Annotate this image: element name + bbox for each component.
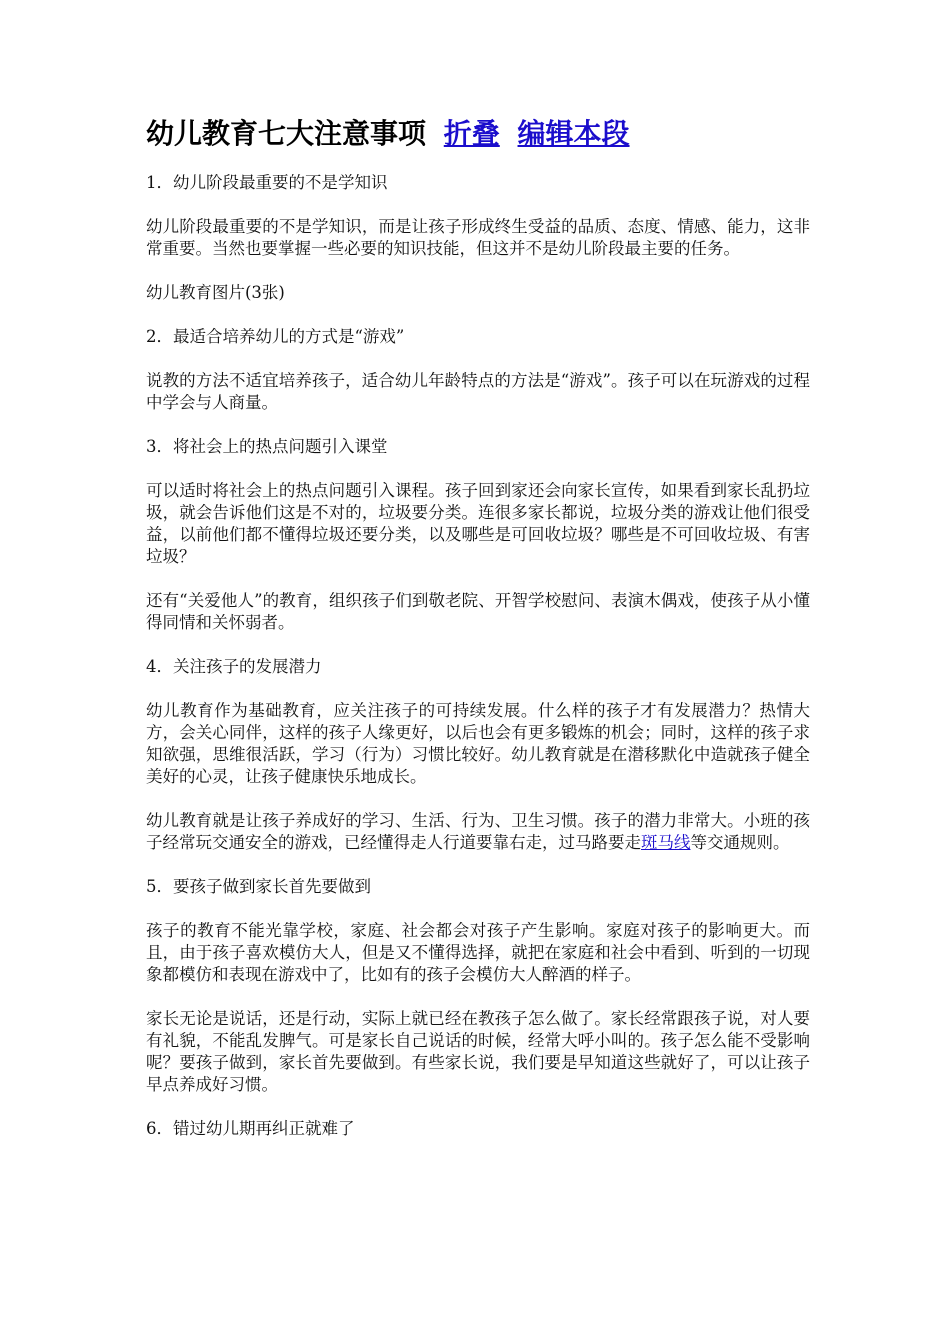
point-heading-2: 2．最适合培养幼儿的方式是“游戏”	[146, 327, 405, 346]
point-heading-6: 6．错过幼儿期再纠正就难了	[146, 1119, 355, 1138]
point-heading-5: 5．要孩子做到家长首先要做到	[146, 877, 371, 896]
paragraph-4a: 幼儿教育作为基础教育，应关注孩子的可持续发展。什么样的孩子才有发展潜力？热情大方，会关心同伴，这样的孩子人缘更好，以后也会有更多锻炼的机会；同时，这样的孩子求知欲强，思维很活跃，学习（行为）习惯比较好。幼儿教育就是在潜移默化中造就孩子健全美好的心灵，让孩子健康快乐地成长。	[146, 701, 810, 786]
paragraph-5b: 家长无论是说话，还是行动，实际上就已经在教孩子怎么做了。家长经常跟孩子说，对人要有礼貌，不能乱发脾气。可是家长自己说话的时候，经常大呼小叫的。孩子怎么能不受影响呢？要孩子做到，家长首先要做到。有些家长说，我们要是早知道这些就好了，可以让孩子早点养成好习惯。	[146, 1009, 810, 1094]
section-title-text: 幼儿教育七大注意事项	[146, 117, 427, 150]
paragraph-1: 幼儿阶段最重要的不是学知识，而是让孩子形成终生受益的品质、态度、情感、能力，这非常重要。当然也要掌握一些必要的知识技能，但这并不是幼儿阶段最主要的任务。	[146, 217, 810, 258]
zebra-crossing-link[interactable]: 斑马线	[641, 833, 691, 852]
paragraph-2: 说教的方法不适宜培养孩子，适合幼儿年龄特点的方法是“游戏”。孩子可以在玩游戏的过程中学会与人商量。	[146, 371, 810, 412]
point-heading-3: 3．将社会上的热点问题引入课堂	[146, 437, 388, 456]
paragraph-4b-text-after: 等交通规则。	[690, 833, 790, 852]
paragraph-4b	[146, 810, 810, 854]
paragraph-4b-text-before: 幼儿教育就是让孩子养成好的学习、生活、行为、卫生习惯。孩子的潜力非常大。小班的孩子经常玩交通安全的游戏，已经懂得走人行道要靠右走，过马路要走	[146, 811, 810, 852]
paragraph-5a: 孩子的教育不能光靠学校，家庭、社会都会对孩子产生影响。家庭对孩子的影响更大。而且，由于孩子喜欢模仿大人，但是又不懂得选择，就把在家庭和社会中看到、听到的一切现象都模仿和表现在游戏中了，比如有的孩子会模仿大人醉酒的样子。	[146, 921, 810, 984]
point-heading-4: 4．关注孩子的发展潜力	[146, 657, 322, 676]
image-caption: 幼儿教育图片(3张)	[146, 283, 285, 302]
paragraph-3b: 还有“关爱他人”的教育，组织孩子们到敬老院、开智学校慰问、表演木偶戏，使孩子从小懂得同情和关怀弱者。	[146, 591, 810, 632]
edit-section-link[interactable]: 编辑本段	[517, 117, 630, 150]
paragraph-3a: 可以适时将社会上的热点问题引入课程。孩子回到家还会向家长宣传，如果看到家长乱扔垃圾，就会告诉他们这是不对的，垃圾要分类。连很多家长都说，垃圾分类的游戏让他们很受益，以前他们都不懂得垃圾还要分类，以及哪些是可回收垃圾？哪些是不可回收垃圾、有害垃圾？	[146, 481, 810, 566]
section-title	[146, 112, 810, 156]
point-heading-1: 1．幼儿阶段最重要的不是学知识	[146, 173, 388, 192]
document-page	[146, 112, 810, 1162]
fold-link[interactable]: 折叠	[443, 117, 500, 150]
